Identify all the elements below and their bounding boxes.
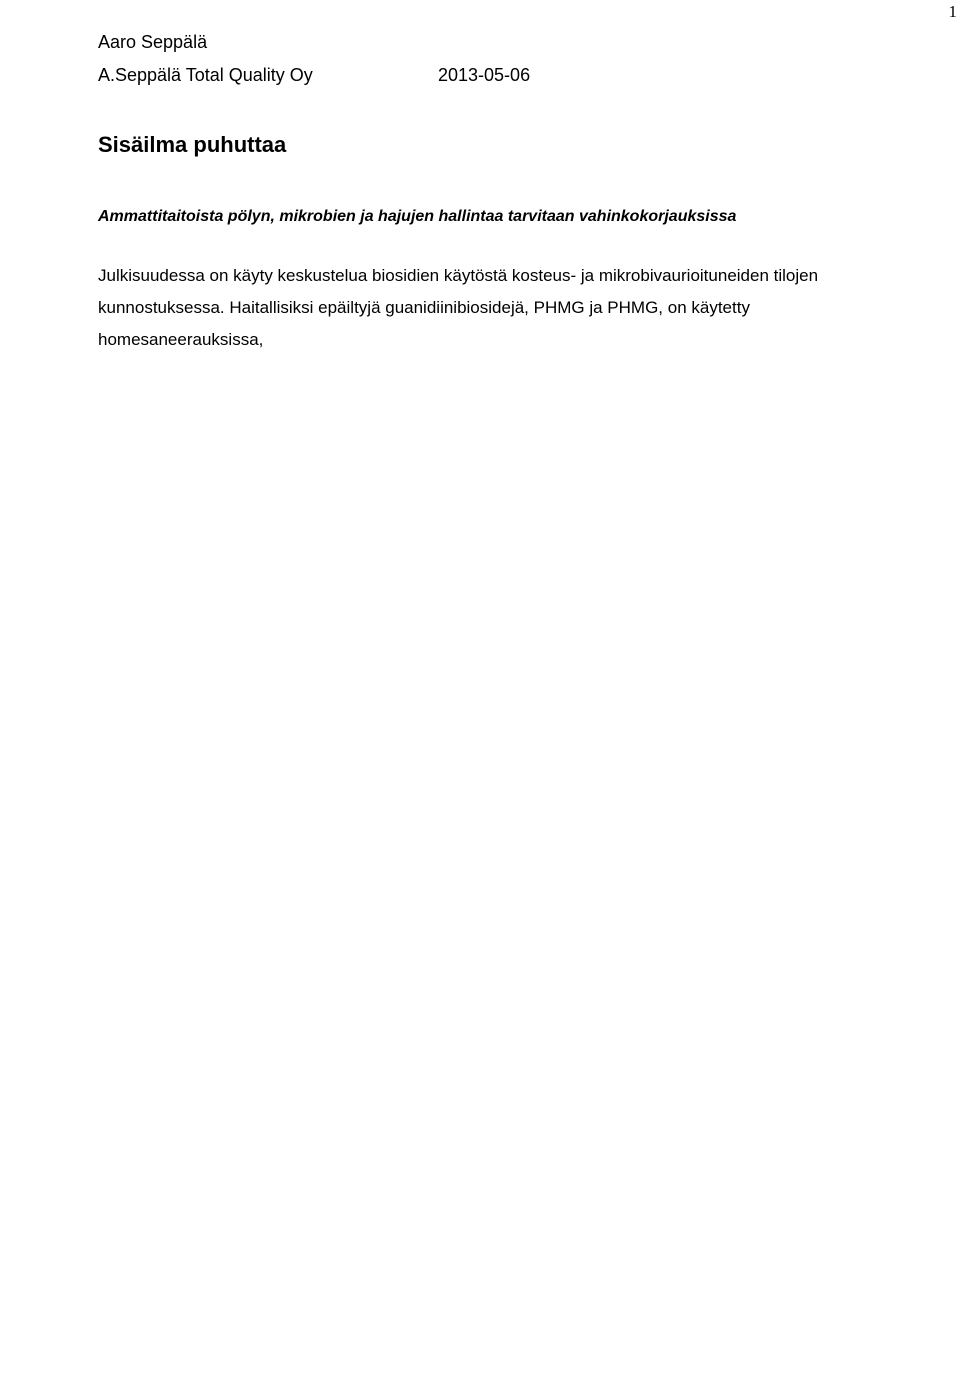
body-line-1: Julkisuudessa on käyty keskustelua biosidien käytöstä kosteus- ja mikrobivaurioituneiden tilojen [98, 266, 819, 285]
header-author: Aaro Seppälä [98, 32, 208, 52]
article-title: Sisäilma puhuttaa [98, 132, 287, 157]
body-line-2: kunnostuksessa. Haitallisiksi epäiltyjä guanidiinibiosidejä, PHMG ja PHMG, on käytetty [98, 298, 750, 317]
body-line-3: homesaneerauksissa, [98, 330, 264, 349]
article-subtitle: Ammattitaitoista pölyn, mikrobien ja hajujen hallintaa tarvitaan vahinkokorjauksissa [98, 208, 737, 225]
page-number: 1 [948, 2, 957, 21]
header-company: A.Seppälä Total Quality Oy [98, 65, 313, 85]
header-date: 2013-05-06 [438, 65, 531, 85]
